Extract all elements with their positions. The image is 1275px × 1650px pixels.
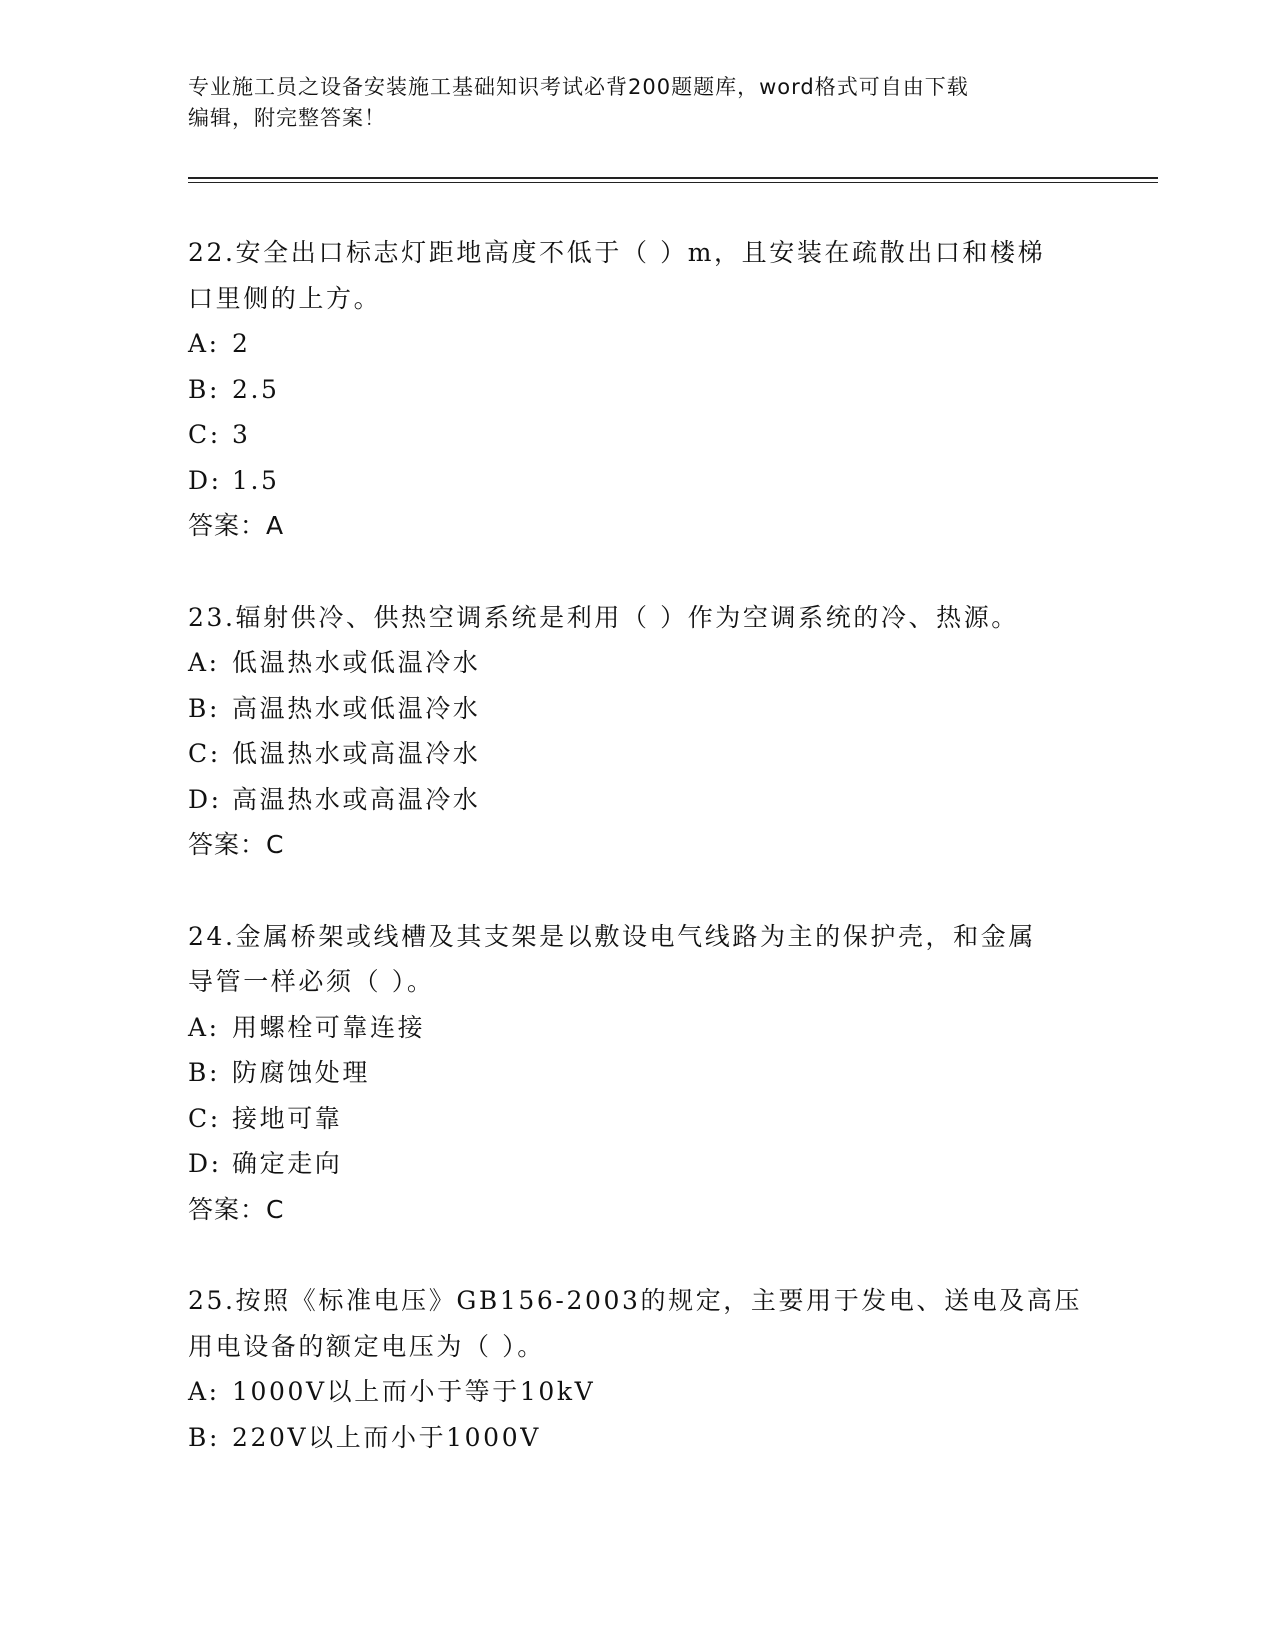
question-stem-continued: 用电设备的额定电压为（ ）。 — [188, 1331, 545, 1361]
answer-text: 答案：C — [188, 830, 285, 859]
option-text: 高温热水或高温冷水 — [232, 784, 481, 814]
answer-text: 答案：A — [188, 511, 285, 540]
option-c — [188, 1096, 1088, 1142]
option-text: 3 — [232, 420, 251, 449]
option-label: B: — [188, 1058, 220, 1087]
question-24 — [188, 914, 1088, 1233]
option-c — [188, 412, 1088, 458]
option-a — [188, 640, 1088, 686]
option-label: C: — [188, 1103, 221, 1133]
option-text: 防腐蚀处理 — [232, 1058, 371, 1087]
header-title-line-2: 编辑，附完整答案！ — [188, 106, 386, 130]
option-a — [188, 1369, 1088, 1415]
option-text: 低温热水或低温冷水 — [232, 648, 481, 677]
question-stem: 25.按照《标准电压》GB156-2003的规定，主要用于发电、送电及高压 — [188, 1286, 1083, 1315]
option-b — [188, 686, 1088, 732]
option-text: 1.5 — [232, 465, 280, 495]
question-22 — [188, 230, 1088, 549]
option-label: C: — [188, 739, 221, 768]
question-stem: 24.金属桥架或线槽及其支架是以敷设电气线路为主的保护壳，和金属 — [188, 921, 1036, 951]
option-label: D: — [188, 465, 222, 495]
option-label: A: — [188, 329, 220, 358]
question-stem: 22.安全出口标志灯距地高度不低于（ ）m，且安装在疏散出口和楼梯 — [188, 238, 1046, 267]
question-stem-continued: 导管一样必须（ ）。 — [188, 967, 435, 996]
option-b — [188, 1415, 1088, 1461]
option-d — [188, 1141, 1088, 1187]
option-c — [188, 731, 1088, 777]
option-label: B: — [188, 374, 220, 404]
option-text: 用螺栓可靠连接 — [232, 1012, 426, 1042]
header-title-line-1: 专业施工员之设备安装施工基础知识考试必背200题题库，word格式可自由下载 — [188, 75, 969, 99]
question-stem-continued: 口里侧的上方。 — [188, 283, 382, 313]
option-label: A: — [188, 1012, 220, 1042]
answer-text: 答案：C — [188, 1194, 285, 1224]
option-text: 2 — [232, 329, 251, 358]
option-text: 2.5 — [232, 374, 280, 404]
question-list — [188, 230, 1088, 1506]
option-text: 1000V以上而小于等于10kV — [232, 1377, 596, 1406]
option-label: A: — [188, 1377, 220, 1406]
option-d — [188, 458, 1088, 504]
option-d — [188, 777, 1088, 823]
header-divider-thick — [188, 177, 1158, 179]
option-text: 低温热水或高温冷水 — [232, 739, 481, 768]
option-text: 确定走向 — [232, 1149, 343, 1178]
option-label: D: — [188, 784, 222, 814]
option-text: 接地可靠 — [232, 1103, 343, 1133]
option-label: A: — [188, 648, 220, 677]
option-label: B: — [188, 693, 220, 723]
header-divider-thin — [188, 182, 1158, 183]
option-a — [188, 321, 1088, 367]
option-label: D: — [188, 1149, 222, 1178]
option-a — [188, 1005, 1088, 1051]
option-b — [188, 1050, 1088, 1096]
option-b — [188, 367, 1088, 413]
option-text: 高温热水或低温冷水 — [232, 693, 481, 723]
question-stem: 23.辐射供冷、供热空调系统是利用（ ）作为空调系统的冷、热源。 — [188, 602, 1019, 632]
question-23 — [188, 595, 1088, 868]
question-25 — [188, 1278, 1088, 1460]
option-label: B: — [188, 1422, 220, 1452]
option-label: C: — [188, 420, 221, 449]
document-header — [188, 72, 1088, 134]
option-text: 220V以上而小于1000V — [232, 1422, 541, 1452]
